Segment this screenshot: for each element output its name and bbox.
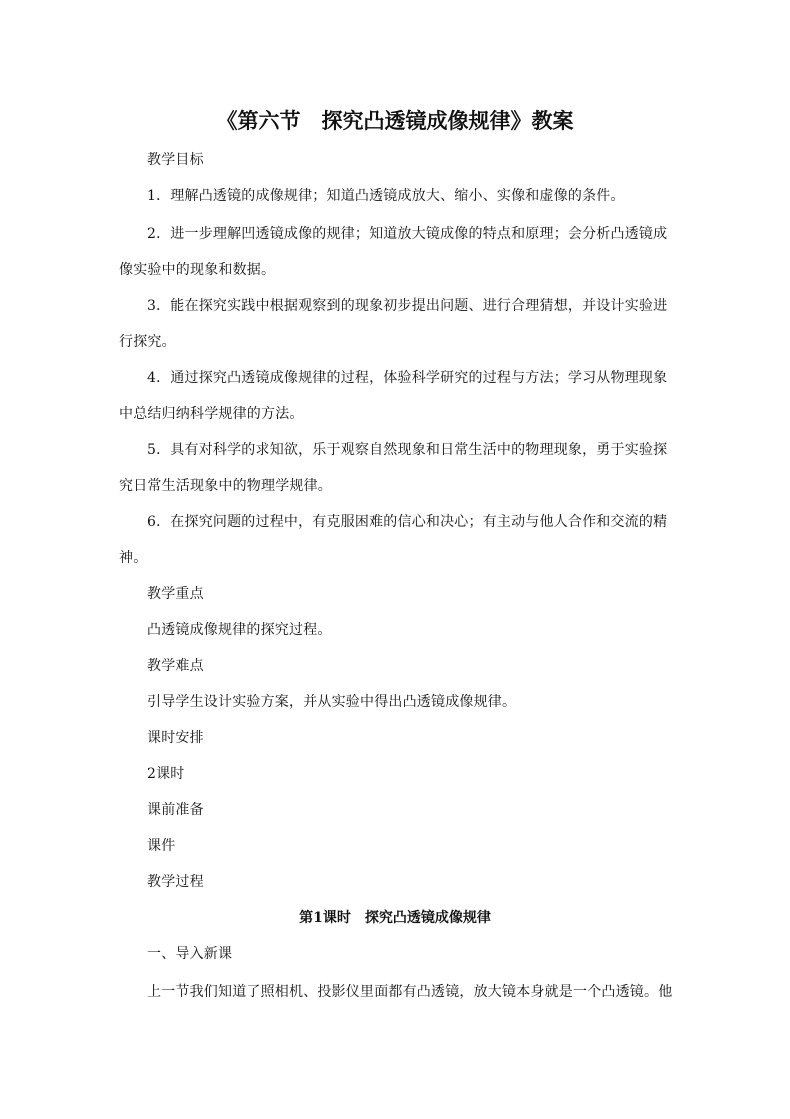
objective-2-line-1: 2．进一步理解凹透镜成像的规律；知道放大镜成像的特点和原理；会分析凸透镜成	[147, 226, 668, 242]
intro-heading: 一、导入新课	[147, 946, 233, 962]
objective-4-line-2: 中总结归纳科学规律的方法。	[119, 406, 304, 422]
difficulties-heading: 教学难点	[147, 658, 204, 674]
lesson-1-title: 第1课时 探究凸透镜成像规律	[299, 910, 491, 926]
difficulties-text: 引导学生设计实验方案，并从实验中得出凸透镜成像规律。	[147, 694, 517, 710]
document-title: 《第六节 探究凸透镜成像规律》教案	[216, 108, 574, 133]
objective-5-line-2: 究日常生活现象中的物理学规律。	[119, 478, 332, 494]
schedule-text: 2课时	[147, 766, 185, 782]
process-heading: 教学过程	[147, 874, 204, 890]
objective-3-line-1: 3．能在探究实践中根据观察到的现象初步提出问题、进行合理猜想，并设计实验进	[147, 298, 668, 314]
objective-6-line-1: 6．在探究问题的过程中，有克服困难的信心和决心；有主动与他人合作和交流的精	[147, 514, 668, 530]
preparation-heading: 课前准备	[147, 802, 204, 818]
schedule-heading: 课时安排	[147, 730, 204, 746]
objective-6-line-2: 神。	[119, 550, 148, 566]
objective-2-line-2: 像实验中的现象和数据。	[119, 262, 276, 278]
key-points-heading: 教学重点	[147, 586, 204, 602]
objective-5-line-1: 5．具有对科学的求知欲，乐于观察自然现象和日常生活中的物理现象，勇于实验探	[147, 442, 668, 458]
objective-1: 1．理解凸透镜的成像规律；知道凸透镜成放大、缩小、实像和虚像的条件。	[147, 188, 625, 204]
intro-text-line-1: 上一节我们知道了照相机、投影仪里面都有凸透镜，放大镜本身就是一个凸透镜。他	[147, 984, 673, 1000]
objective-4-line-1: 4．通过探究凸透镜成像规律的过程，体验科学研究的过程与方法；学习从物理现象	[147, 370, 668, 386]
key-points-text: 凸透镜成像规律的探究过程。	[147, 622, 332, 638]
objectives-heading: 教学目标	[147, 152, 204, 168]
objective-3-line-2: 行探究。	[119, 334, 176, 350]
preparation-text: 课件	[147, 838, 176, 854]
